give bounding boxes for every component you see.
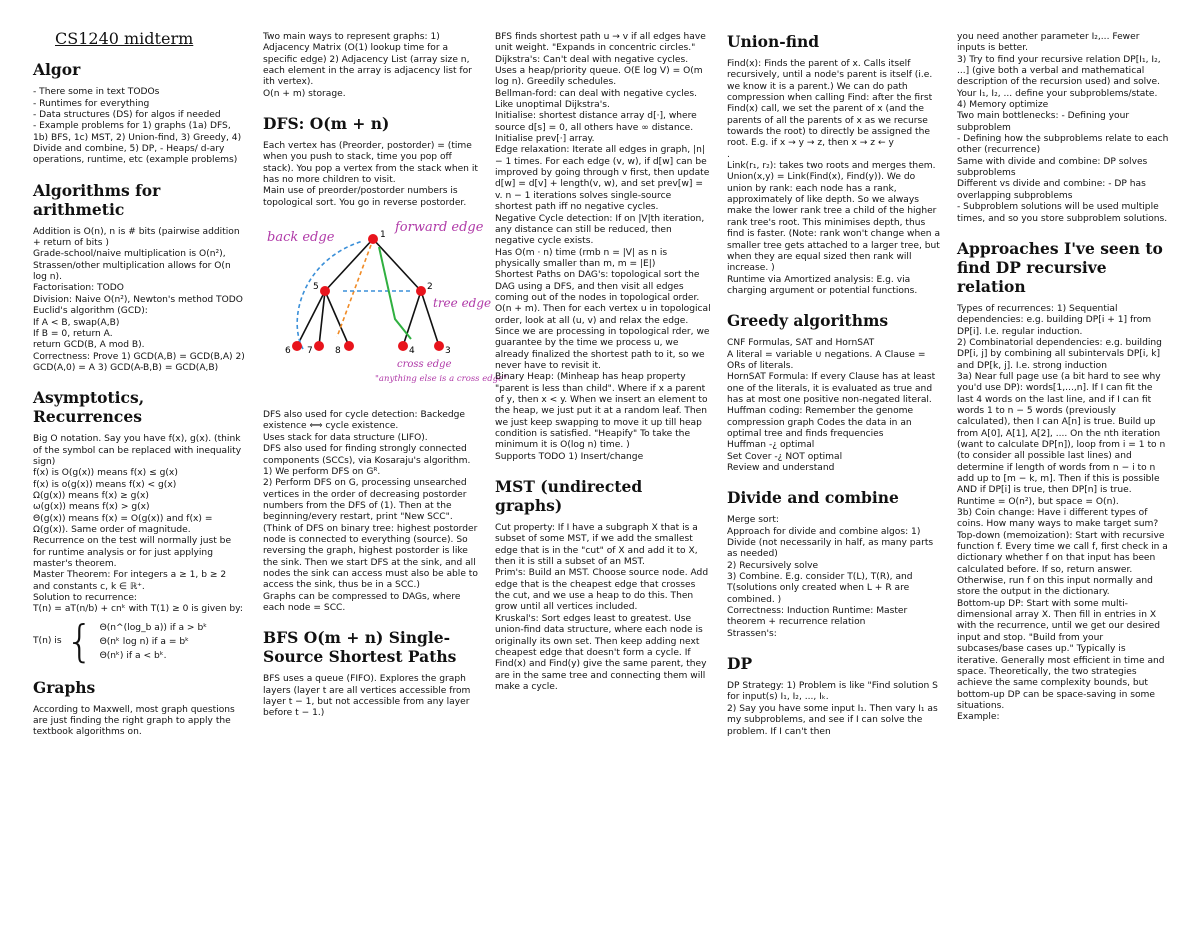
paragraph: Types of recurrences: 1) Sequential dependencies: e.g. building DP[i + 1] from DP[i]. I.e. regular induction. (957, 303, 1152, 337)
back-edge-line (297, 241, 363, 349)
paragraph: Merge sort: (727, 515, 779, 526)
graph-node (292, 341, 302, 351)
paragraph: . (727, 149, 730, 160)
paragraph: 1) We perform DFS on Gᴿ. (263, 466, 381, 477)
graph-node (368, 234, 378, 244)
paragraph: Grade-school/naive multiplication is O(n²), Strassen/other multiplication allows for O(n log n). (33, 249, 231, 283)
graph-node (398, 341, 408, 351)
heading-greedy: Greedy algorithms (727, 311, 889, 331)
paragraph: Two main ways to represent graphs: 1) Adjacency Matrix (O(1) lookup time for a specific edge) 2) Adjacency List (array size n, each element in the array is adjacency list for ith vertex). (263, 32, 472, 88)
paragraph: Main use of preorder/postorder numbers is topological sort. You go in reverse postorder. (263, 186, 467, 208)
paragraph: 4) Memory optimize (957, 100, 1049, 111)
paragraph: Uses stack for data structure (LIFO). (263, 432, 428, 443)
paragraph: Division: Naive O(n²), Newton's method TODO (33, 294, 243, 305)
paragraph: DFS also used for finding strongly connected components (SCCs), via Kosaraju's algorithm. (263, 444, 471, 466)
case-line: Θ(n^(log_b a)) if a > bᵏ (99, 622, 208, 633)
paragraph: Solution to recurrence: (33, 593, 137, 604)
paragraph: Example: (957, 712, 1000, 723)
node-label: 8 (335, 346, 341, 357)
paragraph: T(n) = aT(n/b) + cnᵏ with T(1) ≥ 0 is given by: (33, 604, 243, 615)
paragraph: O(n + m) storage. (263, 88, 346, 99)
paragraph: Cut property: If I have a subgraph X that is a subset of some MST, if we add the smallest edge that is in the "cut" of X and add it to X, then it is still a subset of an MST. (495, 523, 698, 568)
paragraph: (Think of DFS on binary tree: highest postorder node is connected to everything (source). So reversing the graph, highest postorder is like the sink. Then we start DFS at the sink, and all nodes the sink can access must also be able to access the sink, thus be in a SCC.) (263, 523, 478, 591)
paragraph: If B = 0, return A. (33, 328, 113, 339)
paragraph: Link(r₁, r₂): takes two roots and merges them. (727, 161, 936, 172)
paragraph: Shortest Paths on DAG's: topological sort the DAG using a DFS, and then visit all edges coming out of the nodes in topological order. O(n + m). Then for each vertex u in topological order, look at all (u, v) and relax the edge. Since we are processing in topological rder, we guarantee by the time we process u, we already finalized the shortest path to it, so we never have to revisit it. (495, 270, 711, 371)
graph-node (320, 286, 330, 296)
paragraph: Huffman -¿ optimal (727, 440, 815, 451)
heading-graphs: Graphs (33, 677, 96, 697)
node-label: 2 (427, 282, 433, 293)
paragraph: 3) Try to find your recursive relation DP[I₁, I₂, ...] (give both a verbal and mathematical description of the recursion used) and solve. Your I₁, I₂, ... define your subproblems/state. (957, 54, 1161, 99)
column-2 (263, 30, 508, 720)
paragraph: - There some in text TODOs (33, 87, 160, 98)
paragraph: Big O notation. Say you have f(x), g(x). (think of the symbol can be replaced with inequality sign) (33, 434, 242, 467)
paragraph: Dijkstra's: Can't deal with negative cycles. Uses a heap/priority queue. O(E log V) = O(m log n). Greedily schedules. (495, 54, 703, 88)
paragraph: Kruskal's: Sort edges least to greatest. Use union-find data structure, where each node is originally its own set. Then keep adding next cheapest edge that doesn't form a cycle. If Find(x) and Find(y) give the same parent, they are in the same tree and connecting them will make a cycle. (495, 613, 707, 692)
paragraph: Binary Heap: (Minheap has heap property "parent is less than child". Where if x a parent of y, then x < y. When we insert an element to the heap, we just put it at a random leaf. Then we just keep swapping to move it up till heap condition is satisfied. "Heapify" To take the minimum it is O(log n) time. ) (495, 372, 708, 451)
paragraph: Strassen's: (727, 628, 777, 639)
paragraph: Edge relaxation: Iterate all edges in graph, |n| − 1 times. For each edge (v, w), if d[w] can be improved by going through v first, then update d[w] = d[v] + length(v, w), and set prev[w] = v. n − 1 iterations solves single-source shortest path iff no negative cycles. (495, 145, 710, 213)
paragraph: Runtime = O(n²), but space = O(n). (957, 496, 1119, 507)
paragraph: Approach for divide and combine algos: 1) Divide (not necessarily in half, as many parts as needed) (727, 526, 934, 560)
paragraph: Master Theorem: For integers a ≥ 1, b ≥ 2 and constants c, k ∈ ℝ⁺. (33, 570, 227, 592)
graph-node (416, 286, 426, 296)
left-brace: { (65, 615, 94, 667)
paragraph: According to Maxwell, most graph questions are just finding the right graph to apply the textbook algorithms on. (33, 704, 235, 738)
paragraph: BFS uses a queue (FIFO). Explores the graph layers (layer t are all vertices accessible from layer t − 1, but not accessible from any layer before t − 1.) (263, 674, 471, 719)
doc-title: CS1240 midterm (55, 29, 194, 48)
node-label: 1 (380, 230, 386, 241)
paragraph: Find(x): Finds the parent of x. Calls itself recursively, until a node's parent is itself (i.e. we know it is a parent.) We can do path compression when calling Find: after the first Find(x) call, we set the parent of x (and the parents of all the parents of x as we recurse towards the root) to directly be assigned the root. E.g. if x → y → z, then x → z ← y (727, 59, 933, 149)
heading-union-find: Union-find (727, 32, 820, 51)
paragraph: - Data structures (DS) for algos if needed (33, 110, 221, 121)
paragraph: Negative Cycle detection: If on |V|th iteration, any distance can still be reduced, then negative cycle exists. (495, 213, 705, 247)
paragraph: If A < B, swap(A,B) (33, 317, 120, 328)
paragraph: A literal = variable ∪ negations. A Clause = ORs of literals. (727, 349, 926, 371)
paragraph: Each vertex has (Preorder, postorder) = (time when you push to stack, time you pop off stack). You pop a vertex from the stack when it has no more children to visit. (263, 141, 478, 186)
paragraph: Initialise: shortest distance array d[·], where source d[s] = 0, all others have ∞ distance. Initialise prev[·] array. (495, 111, 697, 145)
paragraph: 3b) Coin change: Have i different types of coins. How many ways to make target sum? (957, 508, 1159, 530)
heading-dfs: DFS: O(m + n) (263, 114, 390, 134)
paragraph: HornSAT Formula: If every Clause has at least one of the literals, it is evaluated as true and has at most one positive non-negated literal. (727, 372, 936, 405)
paragraph: Different vs divide and combine: - DP has overlapping subproblems (957, 179, 1146, 201)
heading-dp: DP (727, 654, 753, 674)
master-theorem-cases (33, 615, 245, 667)
dfs-tree-drawing (263, 219, 508, 404)
tree-edge-line (319, 291, 325, 346)
paragraph: Prim's: Build an MST. Choose source node. Add edge that is the cheapest edge that crosses the cut, and we use a heap to do this. Then grow until all vertices included. (495, 568, 709, 613)
paragraph: you need another parameter I₂,... Fewer inputs is better. (957, 32, 1140, 54)
paragraph: Correctness: Prove 1) GCD(A,B) = GCD(B,A) 2) GCD(A,0) = A 3) GCD(A-B,B) = GCD(A,B) (33, 351, 245, 373)
graph-node (344, 341, 354, 351)
paragraph: DFS also used for cycle detection: Backedge existence ⟺ cycle existence. (263, 410, 465, 432)
paragraph: Supports TODO 1) Insert/change (495, 451, 644, 462)
paragraph: Graphs can be compressed to DAGs, where each node = SCC. (263, 591, 461, 613)
heading-bfs: BFS O(m + n) Single-Source Shortest Paths (263, 628, 457, 667)
annotation-forward-edge: forward edge (395, 220, 484, 236)
paragraph: 3) Combine. E.g. consider T(L), T(R), and T(solutions only created when L + R are combined. ) (727, 572, 913, 605)
heading-mst: MST (undirected graphs) (495, 477, 643, 516)
paragraph: - Subproblem solutions will be used multiple times, and so you store subproblem solutions. (957, 202, 1168, 224)
heading-arithmetic: Algorithms for arithmetic (33, 180, 161, 219)
dfs-edge-types-figure (263, 219, 508, 404)
paragraph: Review and understand (727, 463, 835, 473)
annotation-cross-note: "anything else is a cross edge" (375, 374, 508, 385)
case-line: Θ(nᵏ) if a < bᵏ. (99, 650, 167, 661)
formula-label: T(n) is (33, 636, 62, 647)
tree-edge-line (325, 291, 349, 346)
graph-node (314, 341, 324, 351)
paragraph: Two main bottlenecks: - Defining your subproblem (957, 111, 1130, 133)
paragraph: Correctness: Induction Runtime: Master theorem + recurrence relation (727, 606, 908, 628)
graph-node (434, 341, 444, 351)
paragraph: Same with divide and combine: DP solves subproblems (957, 156, 1148, 179)
heading-asymptotics: Asymptotics, Recurrences (33, 388, 145, 427)
column-1 (33, 30, 245, 739)
paragraph: CNF Formulas, SAT and HornSAT (727, 338, 875, 349)
column-3 (495, 30, 711, 693)
heading-algor: Algor (33, 60, 81, 80)
paragraph: f(x) is O(g(x)) means f(x) ≤ g(x) (33, 468, 178, 479)
case-line: Θ(nᵏ log n) if a = bᵏ (99, 636, 190, 647)
paragraph: Set Cover -¿ NOT optimal (727, 451, 843, 462)
paragraph: 2) Combinatorial dependencies: e.g. building DP[i, j] by combining all subintervals DP[i, k] and DP[k, j]. I.e. strong induction (957, 337, 1162, 371)
paragraph: ω(g(x)) means f(x) > g(x) (33, 502, 150, 513)
heading-divide-combine: Divide and combine (727, 488, 899, 508)
tree-edge-line (325, 239, 373, 291)
paragraph: Θ(g(x)) means f(x) = O(g(x)) and f(x) = Ω(g(x)). Same order of magnitude. (33, 513, 213, 535)
paragraph: 2) Recursively solve (727, 560, 819, 571)
paragraph: Has O(m · n) time (rmb n = |V| as n is physically smaller than m, m = |E|) (495, 247, 668, 269)
paragraph: Bellman-ford: can deal with negative cycles. Like unoptimal Dijkstra's. (495, 88, 697, 111)
paragraph: Factorisation: TODO (33, 283, 124, 294)
annotation-cross-edge: cross edge (397, 359, 452, 371)
paragraph: - Runtimes for everything (33, 98, 150, 109)
paragraph: BFS finds shortest path u → v if all edges have unit weight. "Expands in concentric circles." (495, 32, 706, 54)
paragraph: - Defining how the subproblems relate to each other (recurrence) (957, 134, 1169, 156)
paragraph: Addition is O(n), n is # bits (pairwise addition + return of bits ) (33, 226, 240, 249)
paragraph: Recurrence on the test will normally just be for runtime analysis or for just applying master's theorem. (33, 536, 232, 569)
annotation-back-edge: back edge (267, 230, 335, 246)
paragraph: f(x) is o(g(x)) means f(x) < g(x) (33, 479, 177, 490)
paragraph: Ω(g(x)) means f(x) ≥ g(x) (33, 490, 149, 501)
paragraph: 3a) Near full page use (a bit hard to see why you'd use DP): words[1,...,n]. If I can fit the last 4 words on the last line, and if I can fit words 1 to n − 5 words (previously calculated), then I can A[n] is true. Build up from A[0], A[1], A[2], .... On the nth iteration (want to calculate DP[n]), loop from i = 1 to n (to consider all possible last lines) and determine if length of words from n − i to n add up to [m − k, m]. Then if this is possible AND if DP[i] is true, then DP[n] is true. (957, 371, 1166, 496)
paragraph: Huffman coding: Remember the genome compression graph Codes the data in an optimal tree and finds frequencies (727, 406, 914, 439)
paragraph: Union(x,y) = Link(Find(x), Find(y)). We do union by rank: each node has a rank, approximately of like depth. So we always make the lower rank tree a child of the higher rank tree's root. This minimises depth, thus find is faster. (Note: rank won't change when a smaller tree gets attached to a larger tree, but when they are equal sized then rank will increase. ) (727, 172, 941, 274)
node-label: 3 (445, 346, 451, 357)
paragraph: - Example problems for 1) graphs (1a) DFS, 1b) BFS, 1c) MST, 2) Union-find, 3) Greedy, 4) Divide and combine, 5) DP, - Heaps/ d-ary operations, runtime, etc (example problems) (33, 121, 242, 166)
paragraph: DP Strategy: 1) Problem is like "Find solution S for input(s) I₁, I₂, ..., Iₖ. (727, 681, 938, 703)
paragraph: 2) Perform DFS on G, processing unsearched vertices in the order of decreasing postorder numbers from the DFS of (1). Then at the beginning/every restart, print "New SCC". (263, 478, 467, 523)
column-5 (957, 30, 1169, 724)
tree-edge-line (403, 291, 421, 346)
paragraph: Top-down (memoization): Start with recursive function f. Every time we call f, first check in a dictionary whether f on that input has been calculated before. If so, return answer. Otherwise, run f on this input normally and store the output in the dictionary. (957, 530, 1168, 598)
node-label: 4 (409, 346, 415, 357)
paragraph: 2) Say you have some input I₁. Then vary I₁ as my subproblems, and see if I can solve the problem. If I can't then (727, 703, 938, 737)
node-label: 6 (285, 346, 291, 357)
paragraph: Runtime via Amortized analysis: E.g. via charging argument or potential functions. (727, 274, 918, 296)
highlight-edge-line (379, 247, 411, 339)
tree-edge-line (373, 239, 421, 291)
cases-list (100, 621, 208, 663)
node-label: 7 (307, 346, 313, 357)
paragraph: Bottom-up DP: Start with some multi-dimensional array X. Then fill in entries in X with the recurrence, until we get our desired input and stop. "Build from your subcases/base cases up." Typically is iterative. Generally most efficient in time and space. Theoretically, the two strategies achieve the same complexity bounds, but bottom-up DP can be space-saving in some situations. (957, 598, 1165, 711)
paragraph: Euclid's algorithm (GCD): (33, 306, 148, 317)
node-label: 5 (313, 282, 319, 293)
column-4 (727, 30, 941, 738)
heading-dp-approaches: Approaches I've seen to find DP recursive relation (957, 238, 1163, 296)
annotation-tree-edge: tree edge (433, 296, 492, 311)
paragraph: return GCD(B, A mod B). (33, 340, 145, 351)
